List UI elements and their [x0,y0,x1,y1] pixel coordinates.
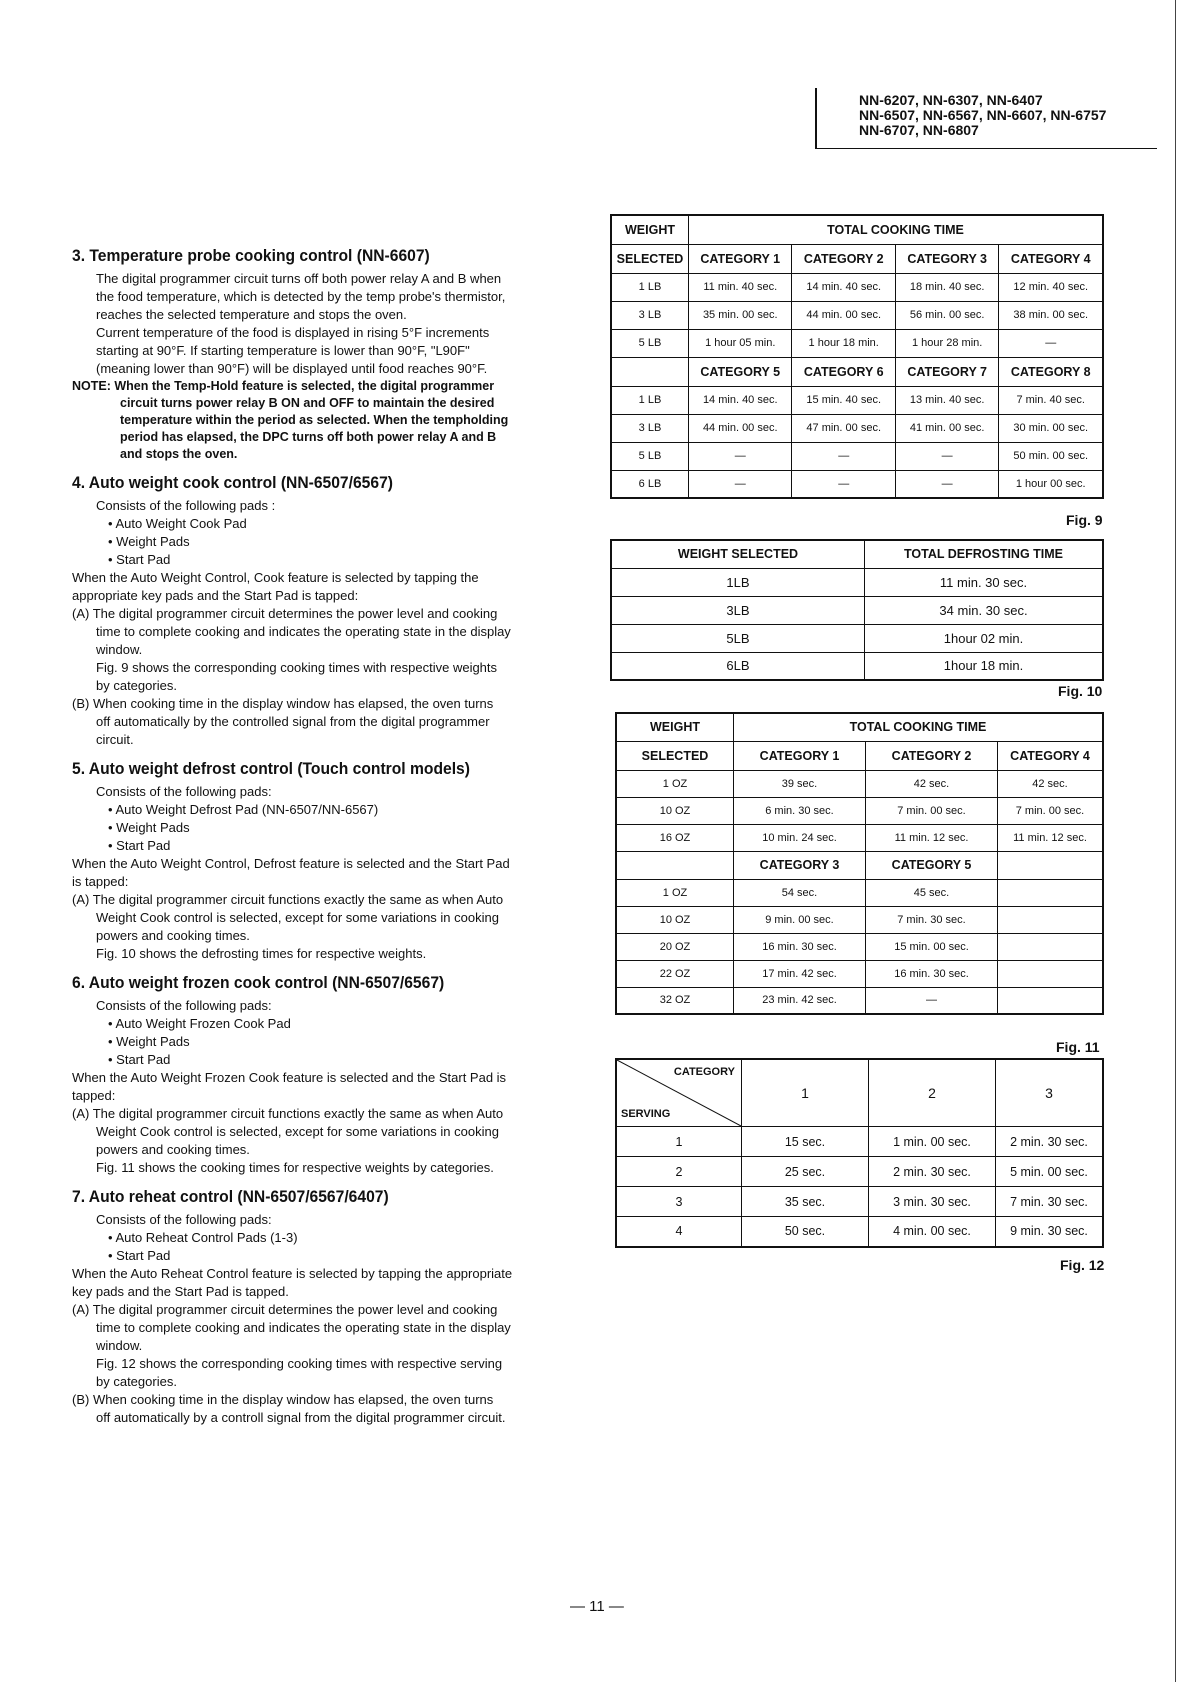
text-line: (A) The digital programmer circuit determines the power level and cooking [72,1302,498,1317]
text-line: Consists of the following pads: [96,998,272,1013]
table-cell: 20 OZ [616,933,734,960]
table-cell: 1 min. 00 sec. [869,1127,996,1157]
table-cell: 1 OZ [616,770,734,797]
table-header: SELECTED [616,741,734,770]
table-cell: 10 OZ [616,797,734,824]
table-cell: 35 sec. [742,1187,869,1217]
fig10-table [610,539,1104,681]
table-header: CATEGORY 5 [866,851,998,879]
text-line: window. [96,642,143,657]
table-cell: 5 min. 00 sec. [996,1157,1104,1187]
text-line: tapped: [72,1088,116,1103]
table-cell: 15 min. 40 sec. [792,386,895,414]
table-header [611,357,689,386]
table-cell: 13 min. 40 sec. [895,386,998,414]
table-cell: 1 OZ [616,879,734,906]
table-row [611,414,1103,442]
fig12-table [615,1058,1104,1248]
table-header: CATEGORY 7 [895,357,998,386]
section-title: 7. Auto reheat control (NN-6507/6567/6407) [72,1187,389,1206]
table-cell: 17 min. 42 sec. [734,960,866,987]
table-row [616,770,1103,797]
table-cell: 10 min. 24 sec. [734,824,866,851]
text-line: off automatically by the controlled signal from the digital programmer [96,714,490,729]
text-line: When the Auto Reheat Control feature is selected by tapping the appropriate [72,1266,513,1281]
text-line: by categories. [96,678,177,693]
table-cell: 1 LB [611,386,689,414]
text-line: by categories. [96,1374,177,1389]
text-line: reaches the selected temperature and stops the oven. [96,307,407,322]
table-cell: — [999,329,1103,357]
table-row [616,879,1103,906]
table-cell: 5 LB [611,329,689,357]
text-line: window. [96,1338,143,1353]
table-header: WEIGHT [611,215,689,244]
table-cell: 4 [616,1217,742,1247]
list-item: • Weight Pads [108,533,586,551]
table-cell: — [792,470,895,498]
fig-label: Fig. 12 [1060,1257,1105,1273]
table-row [616,933,1103,960]
page-edge-rule [1175,0,1176,1682]
model-line: NN-6207, NN-6307, NN-6407 [859,92,1043,108]
note-line: and stops the oven. [120,447,238,461]
table-cell: 11 min. 30 sec. [865,568,1104,596]
table-cell: 15 min. 00 sec. [866,933,998,960]
text-line: appropriate key pads and the Start Pad is tapped: [72,588,359,603]
section-title: 6. Auto weight frozen cook control (NN-6507/6567) [72,973,445,992]
table-cell: 42 sec. [866,770,998,797]
table-cell: — [895,442,998,470]
text-line: (B) When cooking time in the display window has elapsed, the oven turns [72,1392,494,1407]
table-header: CATEGORY 1 [689,244,792,273]
table-row [616,1157,1103,1187]
table-header: WEIGHT SELECTED [611,540,865,568]
table-cell: 7 min. 30 sec. [866,906,998,933]
table-cell: 1 hour 00 sec. [999,470,1103,498]
table-cell: 16 min. 30 sec. [866,960,998,987]
text-line: off automatically by a controll signal from the digital programmer circuit. [96,1410,506,1425]
table-cell: 16 min. 30 sec. [734,933,866,960]
table-row [611,624,1103,652]
text-line: Fig. 11 shows the cooking times for respective weights by categories. [96,1160,494,1175]
table-cell: 42 sec. [998,770,1104,797]
list-item: • Auto Weight Defrost Pad (NN-6507/NN-6567) [108,801,586,819]
table-cell: 2 min. 30 sec. [996,1127,1104,1157]
table-cell: — [866,987,998,1014]
left-column [72,246,586,1437]
table-cell [998,933,1104,960]
text-line: the food temperature, which is detected by the temp probe's thermistor, [96,289,506,304]
table-cell: 7 min. 00 sec. [998,797,1104,824]
table-cell: 11 min. 40 sec. [689,273,792,301]
text-line: (A) The digital programmer circuit functions exactly the same as when Auto [72,892,504,907]
table-row [616,987,1103,1014]
table-cell [998,906,1104,933]
table-cell: — [792,442,895,470]
table-cell: 1hour 18 min. [865,652,1104,680]
text-line: When the Auto Weight Control, Cook feature is selected by tapping the [72,570,479,585]
table-cell: 14 min. 40 sec. [792,273,895,301]
table-cell [998,879,1104,906]
text-line: Consists of the following pads: [96,1212,272,1227]
table-cell: 23 min. 42 sec. [734,987,866,1014]
table-cell: 32 OZ [616,987,734,1014]
text-line: Weight Cook control is selected, except for some variations in cooking [96,1124,499,1139]
table-row [616,1127,1103,1157]
section-4 [72,473,586,749]
list-item: • Start Pad [108,551,586,569]
table-cell: 1 LB [611,273,689,301]
table-cell: 30 min. 00 sec. [999,414,1103,442]
table-cell: 22 OZ [616,960,734,987]
section-title: 5. Auto weight defrost control (Touch control models) [72,759,470,778]
table-cell: — [895,470,998,498]
text-line: (B) When cooking time in the display window has elapsed, the oven turns [72,696,494,711]
text-line: Consists of the following pads : [96,498,276,513]
table-cell: 3 LB [611,414,689,442]
note [72,378,586,463]
table-row [611,386,1103,414]
table-cell: 44 min. 00 sec. [792,301,895,329]
section-3 [72,246,586,463]
table-cell: 1 hour 05 min. [689,329,792,357]
table-row [611,329,1103,357]
table-cell: 7 min. 40 sec. [999,386,1103,414]
text-line: Weight Cook control is selected, except for some variations in cooking [96,910,499,925]
table-cell: 9 min. 30 sec. [996,1217,1104,1247]
text-line: starting at 90°F. If starting temperature is lower than 90°F, "L90F" [96,343,470,358]
table-cell: 34 min. 30 sec. [865,596,1104,624]
table-cell: 44 min. 00 sec. [689,414,792,442]
table-cell: 7 min. 00 sec. [866,797,998,824]
table-header: CATEGORY 3 [734,851,866,879]
fig9-table [610,214,1104,499]
table-cell: 4 min. 00 sec. [869,1217,996,1247]
list-item: • Auto Weight Cook Pad [108,515,586,533]
table-cell: 5 LB [611,442,689,470]
table-header: TOTAL COOKING TIME [734,713,1104,741]
table-header: 3 [996,1059,1104,1127]
table-header: 1 [742,1059,869,1127]
list-item: • Start Pad [108,1051,586,1069]
section-7 [72,1187,586,1427]
table-header: CATEGORY 6 [792,357,895,386]
table-row [616,797,1103,824]
fig-label: Fig. 11 [1056,1039,1100,1055]
text-line: Fig. 12 shows the corresponding cooking times with respective serving [96,1356,503,1371]
table-cell: 6 LB [611,470,689,498]
table-header: CATEGORY 5 [689,357,792,386]
table-header [998,851,1104,879]
table-cell: 18 min. 40 sec. [895,273,998,301]
text-line: When the Auto Weight Frozen Cook feature is selected and the Start Pad is [72,1070,507,1085]
table-cell: 3LB [611,596,865,624]
table-cell: 45 sec. [866,879,998,906]
list-item: • Start Pad [108,837,586,855]
fig-label: Fig. 10 [1058,683,1103,699]
table-cell: 7 min. 30 sec. [996,1187,1104,1217]
table-cell: 1hour 02 min. [865,624,1104,652]
table-cell: 11 min. 12 sec. [998,824,1104,851]
table-row [616,1187,1103,1217]
text-line: (meaning lower than 90°F) will be displayed until food reaches 90°F. [96,361,488,376]
list-item: • Auto Reheat Control Pads (1-3) [108,1229,586,1247]
note-line: NOTE: When the Temp-Hold feature is selected, the digital programmer [72,379,495,393]
table-cell: 2 [616,1157,742,1187]
table-cell: 3 min. 30 sec. [869,1187,996,1217]
table-cell: 54 sec. [734,879,866,906]
table-cell: 16 OZ [616,824,734,851]
table-cell: 10 OZ [616,906,734,933]
table-row [616,1217,1103,1247]
model-header [815,88,1157,149]
table-cell: — [689,442,792,470]
table-cell: 1 hour 18 min. [792,329,895,357]
serving-header: SERVING [621,1108,671,1120]
text-line: Current temperature of the food is displayed in rising 5°F increments [96,325,490,340]
table-header: WEIGHT [616,713,734,741]
table-cell: 9 min. 00 sec. [734,906,866,933]
list-item: • Start Pad [108,1247,586,1265]
text-line: Consists of the following pads: [96,784,272,799]
table-cell: 11 min. 12 sec. [866,824,998,851]
table-cell: 6LB [611,652,865,680]
text-line: The digital programmer circuit turns off both power relay A and B when [96,271,502,286]
table-cell: 56 min. 00 sec. [895,301,998,329]
table-row [611,273,1103,301]
table-cell: 1LB [611,568,865,596]
table-cell: 39 sec. [734,770,866,797]
table-cell: 41 min. 00 sec. [895,414,998,442]
table-cell: 50 min. 00 sec. [999,442,1103,470]
table-header: CATEGORY 2 [866,741,998,770]
text-line: is tapped: [72,874,129,889]
note-line: circuit turns power relay B ON and OFF to maintain the desired [120,396,495,410]
table-cell: 25 sec. [742,1157,869,1187]
table-cell: 14 min. 40 sec. [689,386,792,414]
table-cell: 50 sec. [742,1217,869,1247]
table-header: TOTAL COOKING TIME [689,215,1104,244]
list-item: • Weight Pads [108,819,586,837]
text-line: time to complete cooking and indicates the operating state in the display [96,1320,511,1335]
section-5 [72,759,586,963]
table-header: TOTAL DEFROSTING TIME [865,540,1104,568]
diagonal-header [616,1059,742,1127]
table-row [616,960,1103,987]
table-header [616,851,734,879]
fig-label: Fig. 9 [1066,512,1103,528]
table-header: CATEGORY 8 [999,357,1103,386]
table-header: CATEGORY 1 [734,741,866,770]
text-line: Fig. 9 shows the corresponding cooking times with respective weights [96,660,498,675]
table-cell: 5LB [611,624,865,652]
table-cell: 35 min. 00 sec. [689,301,792,329]
note-line: period has elapsed, the DPC turns off both power relay A and B [120,430,497,444]
text-line: key pads and the Start Pad is tapped. [72,1284,289,1299]
table-cell: 38 min. 00 sec. [999,301,1103,329]
model-line: NN-6507, NN-6567, NN-6607, NN-6757 [859,107,1107,123]
section-6 [72,973,586,1177]
table-cell: 3 [616,1187,742,1217]
table-header: CATEGORY 4 [999,244,1103,273]
table-header: 2 [869,1059,996,1127]
page-number: — 11 — [570,1598,624,1615]
table-row [611,442,1103,470]
table-cell: 47 min. 00 sec. [792,414,895,442]
text-line: powers and cooking times. [96,1142,250,1157]
table-cell: — [689,470,792,498]
section-title: 3. Temperature probe cooking control (NN-6607) [72,246,430,265]
text-line: (A) The digital programmer circuit functions exactly the same as when Auto [72,1106,504,1121]
table-cell: 2 min. 30 sec. [869,1157,996,1187]
table-cell: 1 [616,1127,742,1157]
table-header: CATEGORY 2 [792,244,895,273]
list-item: • Auto Weight Frozen Cook Pad [108,1015,586,1033]
table-header: CATEGORY 4 [998,741,1104,770]
section-title: 4. Auto weight cook control (NN-6507/6567) [72,473,393,492]
text-line: time to complete cooking and indicates the operating state in the display [96,624,511,639]
text-line: Fig. 10 shows the defrosting times for respective weights. [96,946,427,961]
text-line: powers and cooking times. [96,928,250,943]
table-cell: 6 min. 30 sec. [734,797,866,824]
table-row [611,568,1103,596]
table-row [611,301,1103,329]
table-cell [998,960,1104,987]
text-line: circuit. [96,732,134,747]
fig11-table [615,712,1104,1015]
table-row [611,596,1103,624]
table-row [611,470,1103,498]
table-row [616,824,1103,851]
table-cell: 12 min. 40 sec. [999,273,1103,301]
table-cell: 3 LB [611,301,689,329]
list-item: • Weight Pads [108,1033,586,1051]
table-cell: 15 sec. [742,1127,869,1157]
text-line: When the Auto Weight Control, Defrost feature is selected and the Start Pad [72,856,510,871]
table-cell [998,987,1104,1014]
model-line: NN-6707, NN-6807 [859,122,979,138]
note-line: temperature within the period as selected. When the tempholding [120,413,509,427]
table-row [616,906,1103,933]
table-cell: 1 hour 28 min. [895,329,998,357]
table-row [611,652,1103,680]
table-header: SELECTED [611,244,689,273]
text-line: (A) The digital programmer circuit determines the power level and cooking [72,606,498,621]
category-header: CATEGORY [673,1066,735,1078]
table-header: CATEGORY 3 [895,244,998,273]
